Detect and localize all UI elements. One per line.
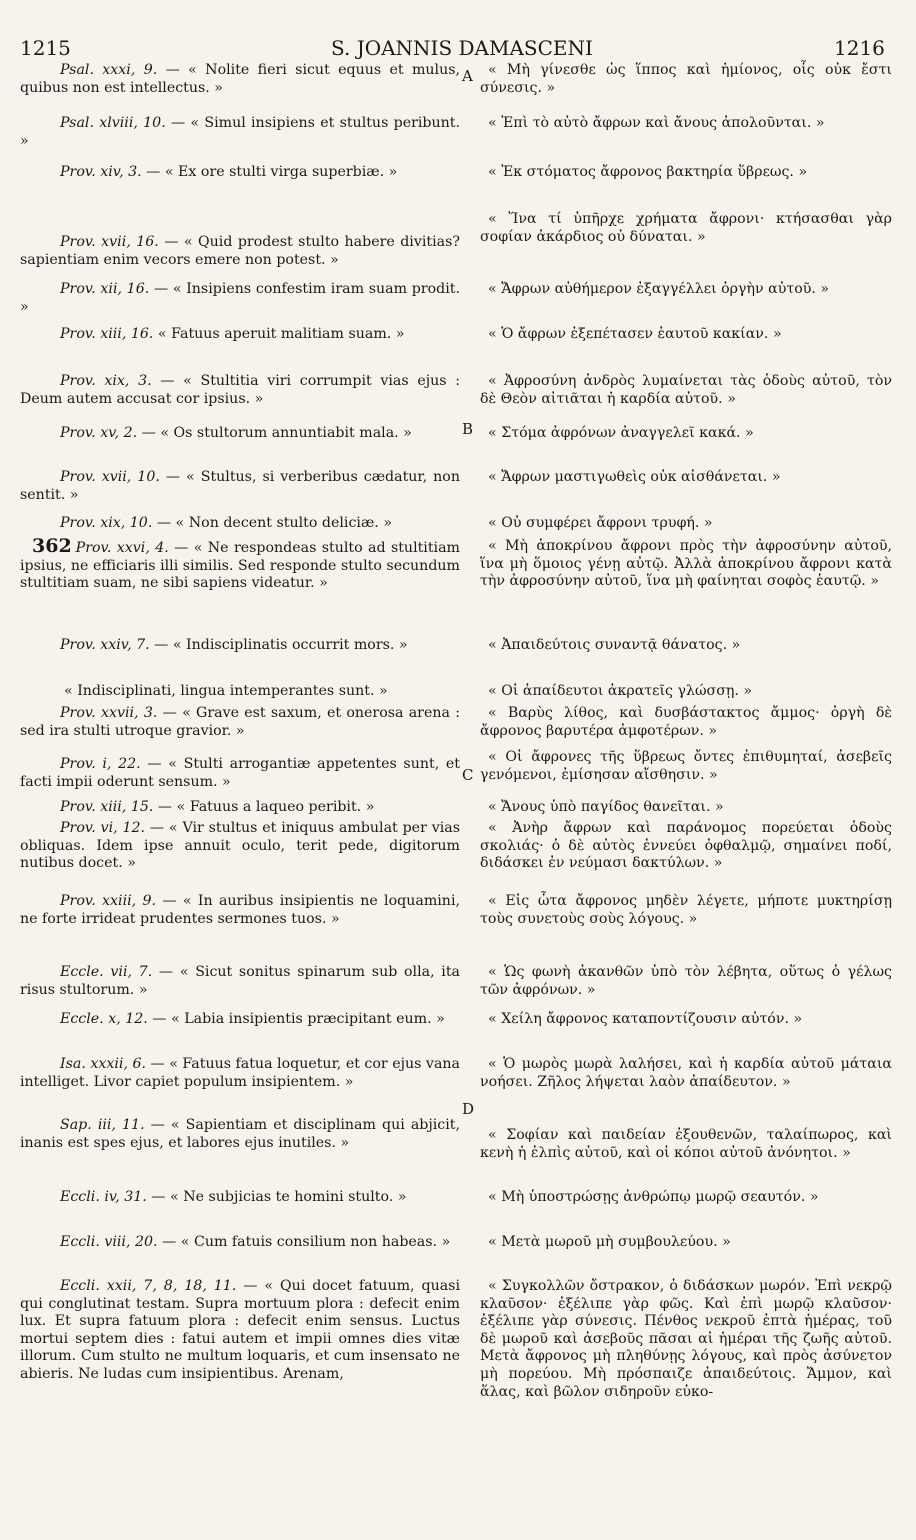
greek-entry: « Οἱ ἄφρονες τῆς ὕβρεως ὄντες ἐπιθυμηταί, ἀσεβεῖς γενόμενοι, ἐμίσησαν αἴσθησιν. » bbox=[480, 749, 892, 783]
scripture-reference: Eccle. vii, 7. bbox=[60, 964, 153, 980]
latin-quotation: — « Stulti arrogantiæ appetentes sunt, et facti impii oderunt sensum. » bbox=[20, 756, 460, 790]
latin-entry bbox=[20, 425, 460, 443]
right-column-number: 1216 bbox=[834, 36, 885, 60]
greek-entry: « Στόμα ἀφρόνων ἀναγγελεῖ κακά. » bbox=[488, 425, 754, 441]
latin-quotation: — « Stultitia viri corrumpit vias ejus : Deum autem accusat cor ipsius. » bbox=[20, 373, 460, 407]
greek-entry: « Μὴ ὑποστρώσῃς ἀνθρώπῳ μωρῷ σεαυτόν. » bbox=[488, 1189, 819, 1205]
greek-entry: « Ἐπὶ τὸ αὐτὸ ἄφρων καὶ ἄνους ἀπολοῦνται. » bbox=[488, 115, 825, 131]
greek-entry: « Ὁ μωρὸς μωρὰ λαλήσει, καὶ ἡ καρδία αὐτοῦ μάταια νοήσει. Ζῆλος λήψεται λαὸν ἀπαίδευτον. » bbox=[480, 1056, 892, 1090]
scripture-reference: Prov. vi, 12. bbox=[60, 820, 146, 836]
latin-entry bbox=[20, 799, 460, 817]
greek-entry: « Ἄνους ὑπὸ παγίδος θανεῖται. » bbox=[488, 799, 724, 815]
scripture-reference: Prov. i, 22. bbox=[60, 756, 141, 772]
latin-quotation: — « Ne respondeas stulto ad stultitiam ipsius, ne efficiaris illi similis. Sed responde stulto secundum stultitiam suam, ne sibi sapiens videatur. » bbox=[20, 540, 460, 592]
scripture-reference: Prov. xix, 3. bbox=[60, 373, 152, 389]
latin-entry bbox=[20, 820, 460, 873]
latin-entry bbox=[20, 756, 460, 791]
latin-quotation: — « Insipiens confestim iram suam prodit. » bbox=[20, 281, 460, 315]
greek-entry: « Ἵνα τί ὑπῆρχε χρήματα ἄφρονι· κτήσασθαι γὰρ σοφίαν ἀκάρδιος οὐ δύναται. » bbox=[480, 211, 892, 245]
scripture-reference: Prov. xiii, 16. bbox=[60, 326, 154, 342]
latin-quotation: — « Non decent stulto deliciæ. » bbox=[152, 515, 392, 531]
latin-quotation: — « Cum fatuis consilium non habeas. » bbox=[157, 1234, 451, 1250]
greek-entry: « Ἄφρων αὐθήμερον ἐξαγγέλλει ὀργὴν αὐτοῦ. » bbox=[488, 281, 830, 297]
latin-quotation: — « Indisciplinatis occurrit mors. » bbox=[149, 637, 408, 653]
latin-entry bbox=[20, 326, 460, 344]
scripture-reference: Isa. xxxii, 6. bbox=[60, 1056, 147, 1072]
latin-quotation: — « Simul insipiens et stultus peribunt. » bbox=[20, 115, 460, 149]
scripture-reference: Prov. xvii, 16. bbox=[60, 234, 159, 250]
scripture-reference: Prov. xxiv, 7. bbox=[60, 637, 150, 653]
greek-entry: « Μὴ ἀποκρίνου ἄφρονι πρὸς τὴν ἀφροσύνην αὐτοῦ, ἵνα μὴ ὅμοιος γένῃ αὐτῷ. Ἀλλὰ ἀποκρίνου ἄφρονι κατὰ τὴν ἀφροσύνην αὐτοῦ, ἵνα μὴ φαίνηται σοφὸς ἑαυτῷ. » bbox=[480, 538, 892, 590]
greek-entry: « Βαρὺς λίθος, καὶ δυσβάστακτος ἄμμος· ὀργὴ δὲ ἄφρονος βαρυτέρα ἀμφοτέρων. » bbox=[480, 705, 892, 739]
latin-quotation: — « Sicut sonitus spinarum sub olla, ita risus stultorum. » bbox=[20, 964, 460, 998]
scripture-reference: Prov. xv, 2. bbox=[60, 425, 138, 441]
latin-quotation: — « Labia insipientis præcipitant eum. » bbox=[147, 1011, 445, 1027]
latin-entry bbox=[20, 373, 460, 408]
latin-quotation: — « Os stultorum annuntiabit mala. » bbox=[137, 425, 412, 441]
latin-quotation: — « Ex ore stulti virga superbiæ. » bbox=[141, 164, 398, 180]
latin-entry bbox=[20, 281, 460, 316]
scripture-reference: Prov. xxiii, 9. bbox=[60, 893, 157, 909]
greek-entry: « Ἐκ στόματος ἄφρονος βακτηρία ὕβρεως. » bbox=[488, 164, 808, 180]
left-column-number: 1215 bbox=[20, 36, 71, 60]
scripture-reference: Prov. xxvi, 4. bbox=[75, 540, 169, 556]
latin-entry bbox=[20, 1189, 460, 1207]
scripture-reference: Prov. xiii, 15. bbox=[60, 799, 154, 815]
greek-entry: « Εἰς ὦτα ἄφρονος μηδὲν λέγετε, μήποτε μυκτηρίσῃ τοὺς συνετοὺς σοὺς λόγους. » bbox=[480, 893, 892, 927]
latin-quotation: — « Fatuus fatua loquetur, et cor ejus vana intelliget. Livor capiet populum insipientem. » bbox=[20, 1056, 461, 1090]
latin-entry bbox=[20, 234, 460, 269]
scripture-reference: Prov. xiv, 3. bbox=[60, 164, 142, 180]
latin-entry bbox=[20, 1117, 460, 1152]
scripture-reference: Prov. xvii, 10. bbox=[60, 469, 160, 485]
latin-entry bbox=[20, 1011, 460, 1029]
scripture-reference: Prov. xix, 10. bbox=[60, 515, 153, 531]
scripture-reference: Psal. xlviii, 10. bbox=[60, 115, 166, 131]
latin-entry bbox=[20, 705, 460, 740]
scripture-reference: Eccli. xxii, 7, 8, 18, 11. bbox=[60, 1278, 237, 1294]
scripture-reference: Psal. xxxi, 9. bbox=[60, 62, 158, 78]
marginal-page-number: 362 bbox=[32, 535, 72, 557]
latin-entry bbox=[20, 469, 460, 504]
greek-entry: « Μετὰ μωροῦ μὴ συμβουλεύου. » bbox=[488, 1234, 731, 1250]
latin-quotation: — « Grave est saxum, et onerosa arena : sed ira stulti utroque gravior. » bbox=[20, 705, 460, 739]
latin-quotation: — « Stultus, si verberibus cædatur, non sentit. » bbox=[20, 469, 460, 503]
scripture-reference: Eccli. viii, 20. bbox=[60, 1234, 158, 1250]
latin-entry bbox=[20, 535, 460, 593]
latin-entry bbox=[20, 115, 460, 150]
greek-entry: « Οὐ συμφέρει ἄφρονι τρυφή. » bbox=[488, 515, 713, 531]
latin-entry bbox=[20, 164, 460, 182]
latin-entry bbox=[20, 1234, 460, 1252]
scripture-reference: Eccli. iv, 31. bbox=[60, 1189, 147, 1205]
scripture-reference: Sap. iii, 11. bbox=[60, 1117, 145, 1133]
scripture-reference: Eccle. x, 12. bbox=[60, 1011, 148, 1027]
latin-quotation: « Fatuus aperuit malitiam suam. » bbox=[153, 326, 405, 342]
latin-quotation: — « Qui docet fatuum, quasi qui conglutinat testam. Supra mortuum plora : defecit enim lux. Et supra fatuum plora : defecit enim sensus. Luctus mortui septem dies : fatui autem et impii omnes dies vitæ illorum. Cum stulto ne multum loquaris, et cum insensato ne abieris. Ne ludas cum insipientibus. Arenam, bbox=[20, 1278, 460, 1382]
margin-letter-c: C bbox=[462, 766, 474, 784]
latin-quotation: — « Fatuus a laqueo peribit. » bbox=[153, 799, 375, 815]
greek-entry: « Ἀπαιδεύτοις συναντᾷ θάνατος. » bbox=[488, 637, 741, 653]
latin-entry bbox=[20, 637, 460, 655]
greek-entry: « Ὡς φωνὴ ἀκανθῶν ὑπὸ τὸν λέβητα, οὕτως ὁ γέλως τῶν ἀφρόνων. » bbox=[480, 964, 892, 998]
latin-quotation: — « Vir stultus et iniquus ambulat per vias obliquas. Idem ipse annuit oculo, terit pede, digitorum nutibus docet. » bbox=[20, 820, 460, 872]
latin-quotation: — « In auribus insipientis ne loquamini, ne forte irrideat prudentes sermones tuos. » bbox=[20, 893, 460, 927]
greek-entry: « Μὴ γίνεσθε ὡς ἵππος καὶ ἡμίονος, οἷς οὐκ ἔστι σύνεσις. » bbox=[480, 62, 892, 96]
latin-entry bbox=[20, 1278, 460, 1384]
greek-entry: « Ὁ ἄφρων ἐξεπέτασεν ἑαυτοῦ κακίαν. » bbox=[488, 326, 782, 342]
latin-quotation: — « Nolite fieri sicut equus et mulus, quibus non est intellectus. » bbox=[20, 62, 461, 96]
greek-entry: « Ἀνὴρ ἄφρων καὶ παράνομος πορεύεται ὁδοὺς σκολιάς· ὁ δὲ αὐτὸς ἐννεύει ὀφθαλμῷ, σημαίνει ποδί, διδάσκει ἐν νεύμασι δακτύλων. » bbox=[480, 820, 892, 872]
latin-entry bbox=[20, 683, 460, 701]
latin-entry bbox=[20, 515, 460, 533]
latin-quotation: « Indisciplinati, lingua intemperantes sunt. » bbox=[64, 683, 388, 699]
greek-entry: « Σοφίαν καὶ παιδείαν ἐξουθενῶν, ταλαίπωρος, καὶ κενὴ ἡ ἐλπὶς αὐτοῦ, καὶ οἱ κόποι αὐτοῦ ἀνόνητοι. » bbox=[480, 1127, 892, 1161]
margin-letter-a: A bbox=[462, 67, 473, 85]
margin-letter-b: B bbox=[462, 420, 474, 438]
greek-entry: « Ἀφροσύνη ἀνδρὸς λυμαίνεται τὰς ὁδοὺς αὐτοῦ, τὸν δὲ Θεὸν αἰτιᾶται ἡ καρδία αὐτοῦ. » bbox=[480, 373, 892, 407]
scripture-reference: Prov. xii, 16. bbox=[60, 281, 150, 297]
greek-entry: « Ἄφρων μαστιγωθεὶς οὐκ αἰσθάνεται. » bbox=[488, 469, 781, 485]
greek-entry: « Χείλη ἄφρονος καταποντίζουσιν αὐτόν. » bbox=[488, 1011, 803, 1027]
latin-entry bbox=[20, 62, 460, 97]
greek-entry: « Οἱ ἀπαίδευτοι ἀκρατεῖς γλώσσῃ. » bbox=[488, 683, 753, 699]
latin-entry bbox=[20, 1056, 460, 1091]
greek-entry: « Συγκολλῶν ὄστρακον, ὁ διδάσκων μωρόν. Ἐπὶ νεκρῷ κλαῦσον· ἐξέλιπε γὰρ φῶς. Καὶ ἐπὶ μωρῷ κλαῦσον· ἐξέλιπε γὰρ σύνεσις. Πένθος νεκροῦ ἑπτὰ ἡμέρας, τοῦ δὲ μωροῦ καὶ ἀσεβοῦς πᾶσαι αἱ ἡμέραι τῆς ζωῆς αὐτοῦ. Μετὰ ἄφρονος μὴ πληθύνῃς λόγους, καὶ πρὸς ἀσύνετον μὴ πορεύου. Μὴ πρόσπαιζε ἀπαιδεύτοις. Ἄμμον, καὶ ἅλας, καὶ βῶλον σιδηροῦν εὐκο- bbox=[480, 1278, 892, 1400]
scripture-reference: Prov. xxvii, 3. bbox=[60, 705, 158, 721]
latin-entry bbox=[20, 893, 460, 928]
latin-quotation: — « Sapientiam et disciplinam qui abjicit, inanis est spes ejus, et labores ejus inutiles. » bbox=[20, 1117, 460, 1151]
running-title: S. JOANNIS DAMASCENI bbox=[331, 36, 593, 60]
latin-quotation: — « Ne subjicias te homini stulto. » bbox=[146, 1189, 407, 1205]
margin-letter-d: D bbox=[462, 1100, 475, 1118]
latin-quotation: — « Quid prodest stulto habere divitias? sapientiam enim vecors emere non potest. » bbox=[20, 234, 460, 268]
latin-entry bbox=[20, 964, 460, 999]
